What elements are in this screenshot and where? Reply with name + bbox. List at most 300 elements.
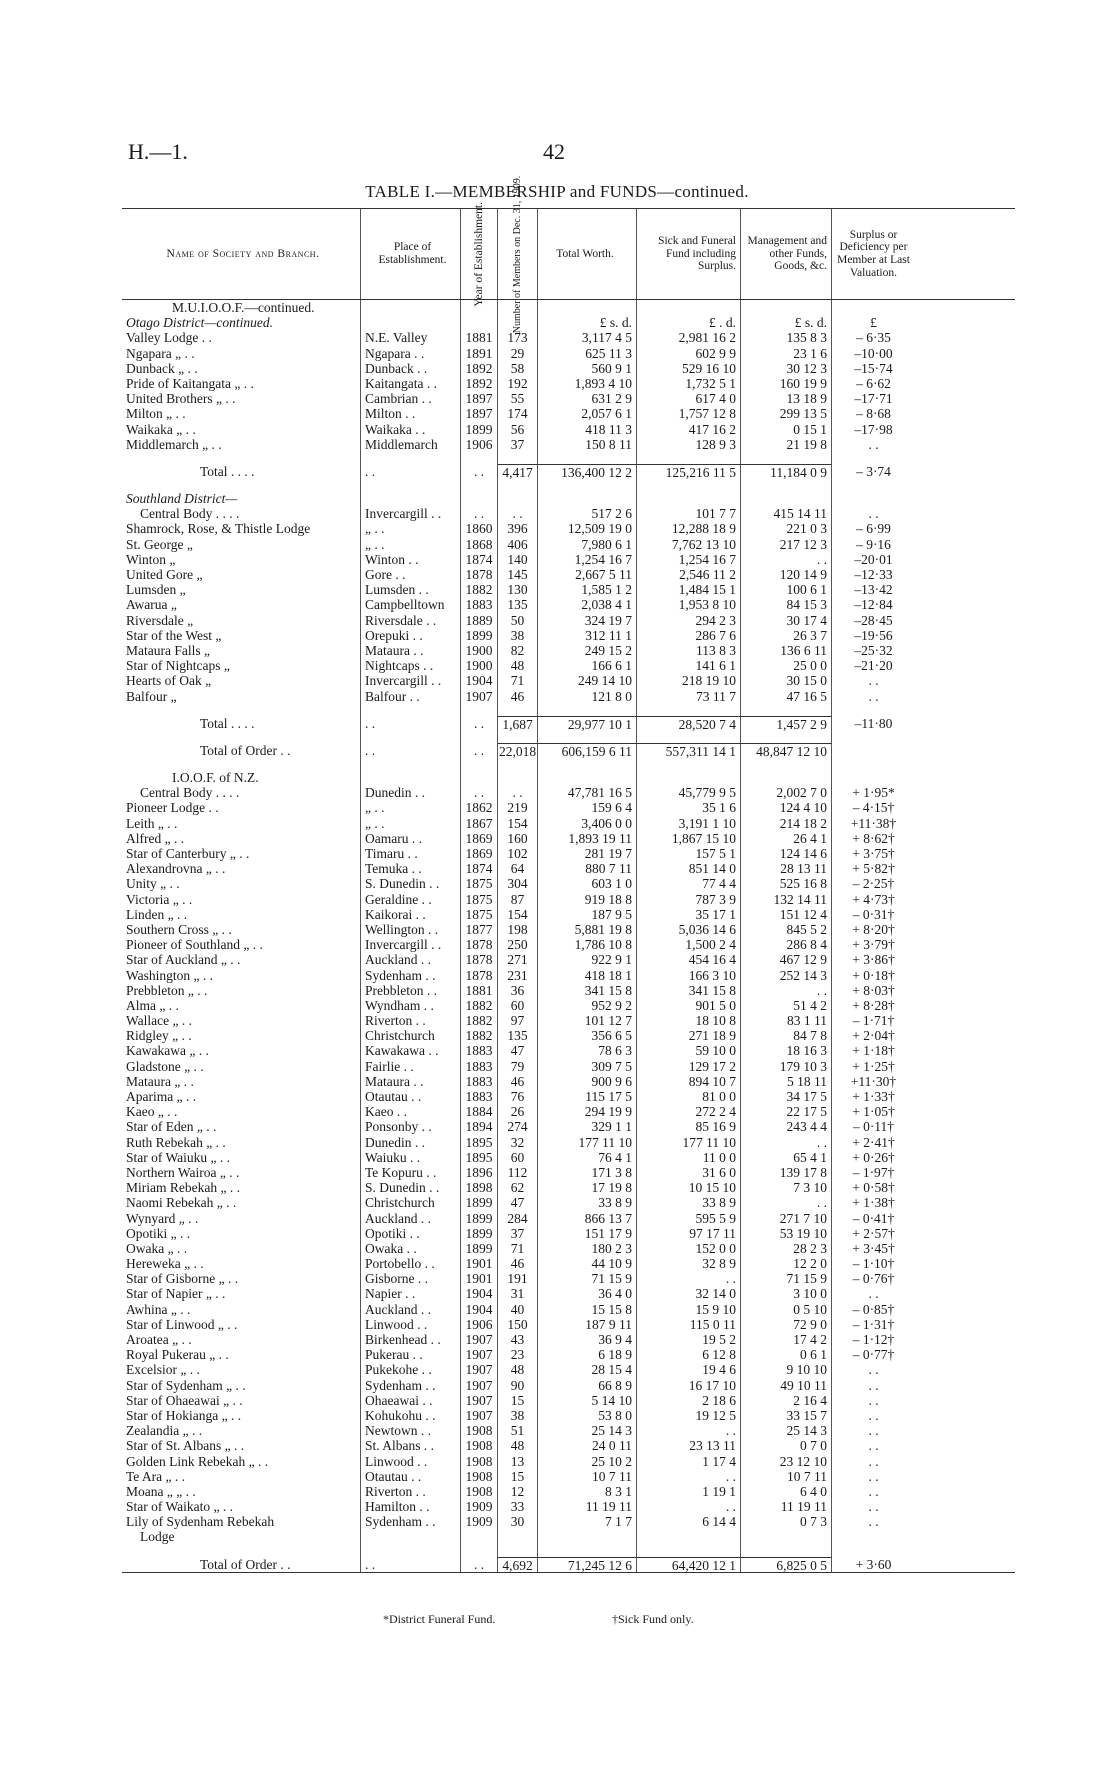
cell-sick-fund: 32 14 0 — [637, 1286, 741, 1301]
cell-worth: 187 9 11 — [538, 1317, 637, 1332]
cell-worth: 66 8 9 — [538, 1378, 637, 1393]
cell-sick-fund: 341 15 8 — [637, 983, 741, 998]
cell-year: 1908 — [461, 1469, 498, 1484]
spacer-cell — [498, 1545, 538, 1557]
cell-worth: 281 19 7 — [538, 846, 637, 861]
table-row — [122, 892, 1015, 907]
cell-sick-fund: 81 0 0 — [637, 1089, 741, 1104]
cell-place: Riversdale . . — [361, 613, 461, 628]
table-row — [122, 1195, 1015, 1210]
cell-sick-fund: 33 8 9 — [637, 1195, 741, 1210]
table-row — [122, 1211, 1015, 1226]
table-row — [122, 1469, 1015, 1484]
cell-year: 1882 — [461, 998, 498, 1013]
cell-name: Star of Ohaeawai „ . . — [122, 1393, 361, 1408]
spacer-cell — [741, 731, 832, 743]
cell-management: 139 17 8 — [741, 1165, 832, 1180]
cell-name: Star of Sydenham „ . . — [122, 1378, 361, 1393]
spacer-cell — [498, 758, 538, 770]
cell-worth: 919 18 8 — [538, 892, 637, 907]
cell-members: 82 — [498, 643, 538, 658]
cell-place: Balfour . . — [361, 689, 461, 704]
spacer-cell — [832, 452, 915, 464]
cell-members — [498, 491, 538, 506]
cell-place: Kawakawa . . — [361, 1043, 461, 1058]
cell-management: 22 17 5 — [741, 1104, 832, 1119]
cell-surplus: –12·33 — [854, 567, 893, 582]
cell-members: 130 — [498, 582, 538, 597]
cell-members: . . — [498, 506, 538, 521]
cell-surplus: . . — [868, 688, 879, 704]
cell-worth: 33 8 9 — [538, 1195, 637, 1210]
cell-place: Birkenhead . . — [361, 1332, 461, 1347]
cell-sick-fund: 1,500 2 4 — [637, 937, 741, 952]
cell-surplus: –12·84 — [854, 597, 893, 613]
cell-place: Sydenham . . — [361, 1378, 461, 1393]
cell-name: Milton „ . . — [122, 406, 361, 421]
header-surplus: Surplus or Deficiency per Member at Last Valuation. — [837, 228, 910, 279]
cell-worth: 171 3 8 — [538, 1165, 637, 1180]
cell-place: Sydenham . . — [361, 1514, 461, 1529]
cell-place: Wyndham . . — [361, 998, 461, 1013]
cell-sick-fund: 894 10 7 — [637, 1074, 741, 1089]
cell-name: Miriam Rebekah „ . . — [122, 1180, 361, 1195]
cell-worth: 866 13 7 — [538, 1211, 637, 1226]
cell-name: Alexandrovna „ . . — [122, 861, 361, 876]
cell-name: Winton „ — [122, 552, 361, 567]
cell-members: 97 — [498, 1013, 538, 1028]
table-row — [122, 800, 1015, 815]
spacer-cell — [832, 704, 915, 716]
cell-year: 1883 — [461, 1059, 498, 1074]
cell-members: 60 — [498, 998, 538, 1013]
table-row — [122, 376, 1015, 391]
cell-members: 23 — [498, 1347, 538, 1362]
cell-worth: 6 18 9 — [538, 1347, 637, 1362]
cell-sick-fund: 1,757 12 8 — [637, 406, 741, 421]
cell-worth: 47,781 16 5 — [538, 785, 637, 800]
cell-sick-fund: 77 4 4 — [637, 876, 741, 891]
cell-sick-fund: . . — [637, 1499, 741, 1514]
cell-year: 1897 — [461, 391, 498, 406]
cell-place: Gisborne . . — [361, 1271, 461, 1286]
table-row — [122, 983, 1015, 998]
cell-place: Mataura . . — [361, 643, 461, 658]
cell-year: 1862 — [461, 800, 498, 815]
cell-surplus: . . — [868, 1468, 879, 1484]
cell-worth: 2,057 6 1 — [538, 406, 637, 421]
spacer-cell — [538, 704, 637, 716]
cell-management: 9 10 10 — [741, 1362, 832, 1377]
cell-management: 124 14 6 — [741, 846, 832, 861]
cell-surplus: . . — [868, 1499, 879, 1515]
cell-members: 71 — [498, 1241, 538, 1256]
cell-worth — [538, 491, 637, 506]
cell-sick-fund: 28,520 7 4 — [637, 716, 741, 731]
header-members: Number of Members on Dec. 31, 1909. — [498, 209, 538, 299]
table-row — [122, 1286, 1015, 1301]
cell-year: 1867 — [461, 816, 498, 831]
cell-members: 46 — [498, 1256, 538, 1271]
cell-place: Owaka . . — [361, 1241, 461, 1256]
cell-place: Dunback . . — [361, 361, 461, 376]
cell-name: Golden Link Rebekah „ . . — [122, 1454, 361, 1469]
cell-name: Lily of Sydenham Rebekah — [122, 1514, 361, 1529]
cell-name: Hereweka „ . . — [122, 1256, 361, 1271]
cell-place — [361, 300, 461, 315]
cell-members: 12 — [498, 1484, 538, 1499]
cell-management — [741, 1529, 832, 1544]
spacer-cell — [361, 479, 461, 491]
cell-management: 132 14 11 — [741, 892, 832, 907]
cell-name: Naomi Rebekah „ . . — [122, 1195, 361, 1210]
spacer-cell — [361, 704, 461, 716]
cell-year: 1899 — [461, 1211, 498, 1226]
table-row — [122, 1484, 1015, 1499]
cell-management: 18 16 3 — [741, 1043, 832, 1058]
cell-sick-fund: 85 16 9 — [637, 1119, 741, 1134]
header-name: Name of Society and Branch. — [122, 209, 361, 299]
cell-year: 1878 — [461, 567, 498, 582]
cell-sick-fund: 157 5 1 — [637, 846, 741, 861]
cell-year: 1906 — [461, 1317, 498, 1332]
cell-surplus: . . — [868, 1483, 879, 1499]
cell-management: 30 12 3 — [741, 361, 832, 376]
cell-members: 112 — [498, 1165, 538, 1180]
cell-name: Linden „ . . — [122, 907, 361, 922]
cell-management: 0 7 3 — [741, 1514, 832, 1529]
cell-year: 1860 — [461, 521, 498, 536]
cell-name: St. George „ — [122, 537, 361, 552]
cell-year: 1904 — [461, 673, 498, 688]
cell-year: 1908 — [461, 1423, 498, 1438]
cell-worth: 1,254 16 7 — [538, 552, 637, 567]
cell-surplus: –21·20 — [854, 658, 893, 674]
spacer-cell — [122, 758, 361, 770]
cell-year: 1874 — [461, 861, 498, 876]
cell-worth: 418 18 1 — [538, 968, 637, 983]
cell-year: 1907 — [461, 1332, 498, 1347]
cell-place: Ponsonby . . — [361, 1119, 461, 1134]
cell-name: Aparima „ . . — [122, 1089, 361, 1104]
cell-management — [741, 300, 832, 315]
cell-surplus: + 8·28† — [852, 997, 895, 1013]
cell-management: 47 16 5 — [741, 689, 832, 704]
cell-year: 1878 — [461, 968, 498, 983]
cell-year: . . — [461, 716, 498, 731]
cell-worth: 2,667 5 11 — [538, 567, 637, 582]
spacer-cell — [122, 704, 361, 716]
cell-management: 415 14 11 — [741, 506, 832, 521]
cell-worth: 76 4 1 — [538, 1150, 637, 1165]
cell-sick-fund: 35 17 1 — [637, 907, 741, 922]
cell-management: 135 8 3 — [741, 330, 832, 345]
cell-sick-fund: 3,191 1 10 — [637, 816, 741, 831]
cell-sick-fund: . . — [637, 1469, 741, 1484]
cell-place: Winton . . — [361, 552, 461, 567]
cell-place: Kaeo . . — [361, 1104, 461, 1119]
cell-members: 160 — [498, 831, 538, 846]
table-row — [122, 406, 1015, 421]
cell-management: 160 19 9 — [741, 376, 832, 391]
cell-worth: 1,893 4 10 — [538, 376, 637, 391]
cell-year: 1908 — [461, 1454, 498, 1469]
cell-surplus: –19·56 — [854, 627, 893, 643]
cell-name: Ruth Rebekah „ . . — [122, 1135, 361, 1150]
cell-members: 51 — [498, 1423, 538, 1438]
spacer-cell — [498, 479, 538, 491]
cell-worth: 517 2 6 — [538, 506, 637, 521]
cell-worth: 631 2 9 — [538, 391, 637, 406]
cell-surplus: + 8·03† — [852, 982, 895, 998]
table-row — [122, 831, 1015, 846]
cell-management: 28 2 3 — [741, 1241, 832, 1256]
table-row — [122, 1241, 1015, 1256]
cell-members: 15 — [498, 1393, 538, 1408]
cell-sick-fund: 1 17 4 — [637, 1454, 741, 1469]
cell-name: Central Body . . . . — [122, 506, 361, 521]
cell-year: 1896 — [461, 1165, 498, 1180]
row-spacer — [122, 1545, 1015, 1557]
table-row — [122, 1378, 1015, 1393]
cell-worth: 159 6 4 — [538, 800, 637, 815]
cell-surplus — [832, 300, 915, 315]
cell-management: 0 7 0 — [741, 1438, 832, 1453]
cell-sick-fund: 617 4 0 — [637, 391, 741, 406]
cell-sick-fund: 2 18 6 — [637, 1393, 741, 1408]
cell-worth: 1,786 10 8 — [538, 937, 637, 952]
cell-place: Oamaru . . — [361, 831, 461, 846]
cell-worth: 249 15 2 — [538, 643, 637, 658]
cell-name: Awarua „ — [122, 597, 361, 612]
cell-members — [498, 1529, 538, 1544]
table-row — [122, 937, 1015, 952]
cell-management: 26 3 7 — [741, 628, 832, 643]
cell-surplus: – 9·16 — [856, 536, 891, 552]
cell-worth: 115 17 5 — [538, 1089, 637, 1104]
cell-worth: 24 0 11 — [538, 1438, 637, 1453]
cell-name: Star of Gisborne „ . . — [122, 1271, 361, 1286]
cell-year: 1907 — [461, 1393, 498, 1408]
table-row — [122, 1165, 1015, 1180]
cell-name: Southern Cross „ . . — [122, 922, 361, 937]
table-row — [122, 1514, 1015, 1529]
cell-name: Total . . . . — [122, 716, 361, 731]
cell-worth: 1,585 1 2 — [538, 582, 637, 597]
table-row — [122, 1302, 1015, 1317]
cell-year: . . — [461, 743, 498, 758]
cell-sick-fund: 101 7 7 — [637, 506, 741, 521]
cell-worth: 71 15 9 — [538, 1271, 637, 1286]
table-row — [122, 1226, 1015, 1241]
cell-members: 191 — [498, 1271, 538, 1286]
cell-name: Te Ara „ . . — [122, 1469, 361, 1484]
spacer-cell — [538, 731, 637, 743]
total-row — [122, 1557, 1015, 1572]
cell-surplus: – 1·71† — [852, 1013, 895, 1029]
cell-year: 1875 — [461, 892, 498, 907]
cell-place: . . — [361, 743, 461, 758]
header-worth: Total Worth. — [538, 209, 637, 299]
cell-sick-fund: 11 0 0 — [637, 1150, 741, 1165]
cell-sick-fund: 45,779 9 5 — [637, 785, 741, 800]
cell-worth: 880 7 11 — [538, 861, 637, 876]
table-row — [122, 846, 1015, 861]
spacer-cell — [461, 452, 498, 464]
cell-name: Star of Hokianga „ . . — [122, 1408, 361, 1423]
table-row — [122, 1438, 1015, 1453]
cell-members: 40 — [498, 1302, 538, 1317]
total-row — [122, 464, 1015, 479]
cell-name: Owaka „ . . — [122, 1241, 361, 1256]
cell-year: 1882 — [461, 582, 498, 597]
cell-year — [461, 1529, 498, 1544]
cell-members: 37 — [498, 437, 538, 452]
cell-management: 286 8 4 — [741, 937, 832, 952]
cell-members: 219 — [498, 800, 538, 815]
table-row — [122, 658, 1015, 673]
spacer-cell — [498, 452, 538, 464]
cell-place: Portobello . . — [361, 1256, 461, 1271]
cell-management: £ s. d. — [741, 315, 832, 330]
cell-members: 37 — [498, 1226, 538, 1241]
cell-name: Ngapara „ . . — [122, 346, 361, 361]
cell-sick-fund: 851 14 0 — [637, 861, 741, 876]
cell-place: Wellington . . — [361, 922, 461, 937]
cell-management — [741, 491, 832, 506]
cell-sick-fund: 787 3 9 — [637, 892, 741, 907]
table-row — [122, 673, 1015, 688]
cell-surplus: + 3·45† — [852, 1240, 895, 1256]
cell-year: 1883 — [461, 1074, 498, 1089]
cell-sick-fund: 12,288 18 9 — [637, 521, 741, 536]
cell-name: Gladstone „ . . — [122, 1059, 361, 1074]
spacer-cell — [361, 731, 461, 743]
cell-sick-fund: 115 0 11 — [637, 1317, 741, 1332]
cell-place: „ . . — [361, 521, 461, 536]
cell-management: . . — [741, 552, 832, 567]
cell-place: Waiuku . . — [361, 1150, 461, 1165]
cell-year — [461, 300, 498, 315]
cell-name: Total of Order . . — [122, 1557, 361, 1572]
cell-management: . . — [741, 1135, 832, 1150]
spacer-cell — [832, 1545, 915, 1557]
cell-name: Star of Napier „ . . — [122, 1286, 361, 1301]
cell-worth: 136,400 12 2 — [538, 464, 637, 479]
cell-worth: 71,245 12 6 — [538, 1557, 637, 1572]
cell-name: Star of Linwood „ . . — [122, 1317, 361, 1332]
cell-members: 135 — [498, 1028, 538, 1043]
cell-worth: 294 19 9 — [538, 1104, 637, 1119]
spacer-cell — [741, 1545, 832, 1557]
cell-year: 1882 — [461, 1013, 498, 1028]
cell-place: Auckland . . — [361, 1211, 461, 1226]
cell-place: Invercargill . . — [361, 506, 461, 521]
cell-surplus: . . — [868, 1377, 879, 1393]
cell-members: 46 — [498, 689, 538, 704]
cell-name: Pioneer Lodge . . — [122, 800, 361, 815]
cell-members: 4,417 — [498, 464, 538, 479]
cell-surplus: + 2·04† — [852, 1028, 895, 1044]
cell-year: 1907 — [461, 1362, 498, 1377]
cell-worth: 8 3 1 — [538, 1484, 637, 1499]
cell-management: 17 4 2 — [741, 1332, 832, 1347]
cell-surplus: – 3·74 — [856, 463, 891, 479]
cell-year: 1869 — [461, 831, 498, 846]
cell-management: 25 14 3 — [741, 1423, 832, 1438]
cell-year: 1906 — [461, 437, 498, 452]
cell-place: Kohukohu . . — [361, 1408, 461, 1423]
cell-year: 1899 — [461, 628, 498, 643]
cell-year: 1898 — [461, 1180, 498, 1195]
cell-name: Mataura „ . . — [122, 1074, 361, 1089]
cell-name: Star of Auckland „ . . — [122, 952, 361, 967]
cell-management: 34 17 5 — [741, 1089, 832, 1104]
cell-year: 1908 — [461, 1484, 498, 1499]
cell-members — [498, 300, 538, 315]
cell-sick-fund: 125,216 11 5 — [637, 464, 741, 479]
cell-members: 13 — [498, 1454, 538, 1469]
cell-worth: 900 9 6 — [538, 1074, 637, 1089]
cell-members: 250 — [498, 937, 538, 952]
cell-management: 84 7 8 — [741, 1028, 832, 1043]
cell-surplus: + 0·58† — [852, 1180, 895, 1196]
cell-sick-fund: 23 13 11 — [637, 1438, 741, 1453]
cell-place: Riverton . . — [361, 1013, 461, 1028]
cell-year: 1883 — [461, 1043, 498, 1058]
cell-year: 1897 — [461, 406, 498, 421]
table-row — [122, 567, 1015, 582]
header-sick: Sick and Funeral Fund including Surplus. — [637, 209, 741, 299]
table-row — [122, 1028, 1015, 1043]
cell-management: 25 0 0 — [741, 658, 832, 673]
cell-year: 1899 — [461, 1241, 498, 1256]
spacer-cell — [637, 731, 741, 743]
cell-name: Star of Waikato „ . . — [122, 1499, 361, 1514]
cell-place: „ . . — [361, 537, 461, 552]
cell-members: 284 — [498, 1211, 538, 1226]
table-row — [122, 643, 1015, 658]
cell-year — [461, 770, 498, 785]
cell-name: Royal Pukerau „ . . — [122, 1347, 361, 1362]
cell-surplus: + 1·05† — [852, 1104, 895, 1120]
cell-management: 3 10 0 — [741, 1286, 832, 1301]
table-row — [122, 1013, 1015, 1028]
table-row — [122, 785, 1015, 800]
spacer-cell — [637, 452, 741, 464]
cell-worth: 53 8 0 — [538, 1408, 637, 1423]
cell-place: Orepuki . . — [361, 628, 461, 643]
cell-worth: 356 6 5 — [538, 1028, 637, 1043]
cell-surplus: –11·80 — [854, 715, 893, 731]
cell-sick-fund: 129 17 2 — [637, 1059, 741, 1074]
cell-worth: 312 11 1 — [538, 628, 637, 643]
cell-sick-fund: 166 3 10 — [637, 968, 741, 983]
cell-name: Excelsior „ . . — [122, 1362, 361, 1377]
cell-management: 13 18 9 — [741, 391, 832, 406]
table-row — [122, 1332, 1015, 1347]
spacer-cell — [122, 731, 361, 743]
cell-members: 90 — [498, 1378, 538, 1393]
cell-place: Christchurch — [361, 1195, 461, 1210]
cell-members: 22,018 — [498, 743, 537, 759]
table-row — [122, 537, 1015, 552]
cell-surplus: – 2·25† — [852, 876, 895, 892]
cell-place: Pukekohe . . — [361, 1362, 461, 1377]
cell-management: 30 17 4 — [741, 613, 832, 628]
cell-name: Wynyard „ . . — [122, 1211, 361, 1226]
cell-sick-fund: . . — [637, 1271, 741, 1286]
